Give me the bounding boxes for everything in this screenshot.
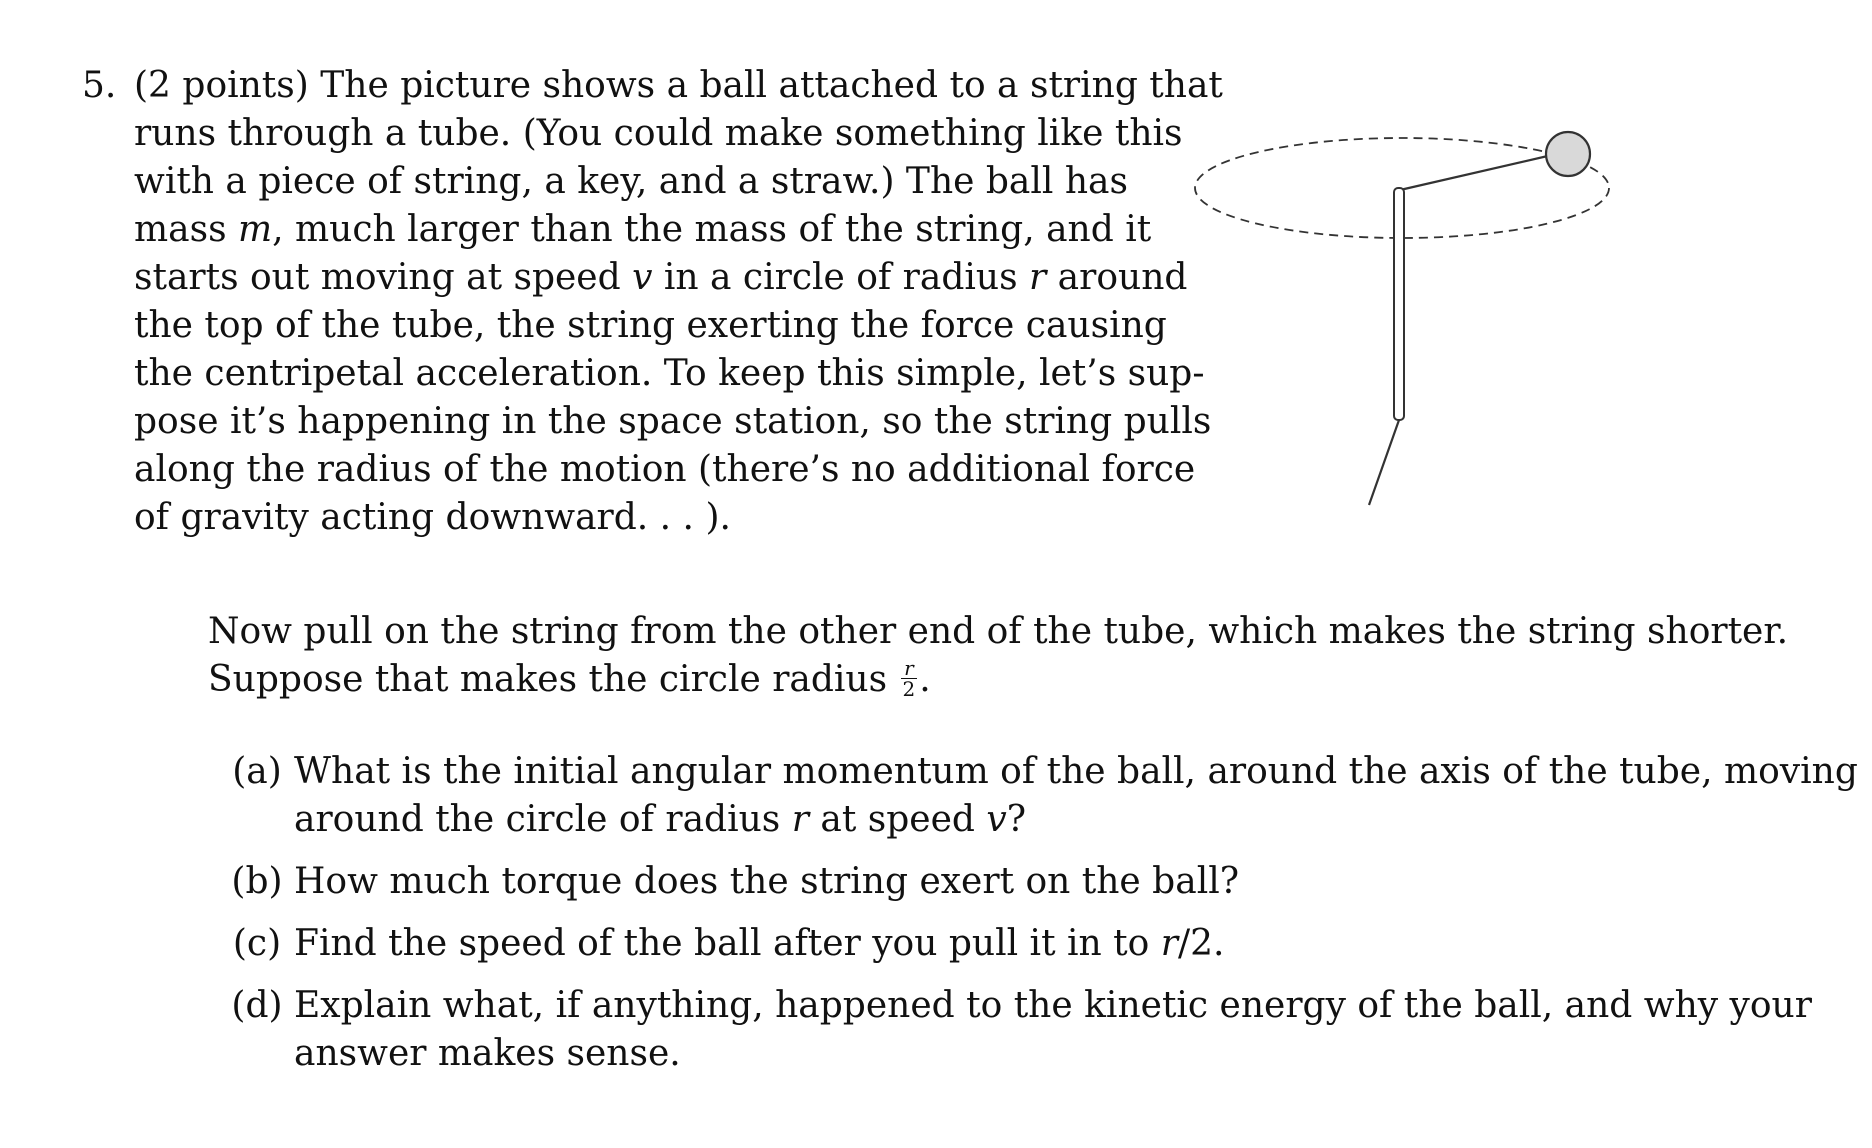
intro-text [208, 608, 1789, 704]
string-to-ball [1400, 155, 1552, 190]
problem-line-8: pose it’s happening in the space station, so the string pulls [134, 401, 1212, 442]
problem-text [134, 62, 1223, 542]
problem-line-5-post: around [1046, 257, 1188, 298]
part-a-line-2-mid: at speed [808, 799, 987, 840]
fraction-denominator: 2 [902, 676, 916, 701]
problem-line-9: along the radius of the motion (there’s no additional force [134, 449, 1196, 490]
part-c-post: /2. [1177, 923, 1225, 964]
problem-line-4-post: , much larger than the mass of the string, and it [272, 209, 1152, 250]
part-c-pre: Find the speed of the ball after you pull it in to [294, 923, 1161, 964]
radius-fraction [901, 655, 918, 701]
problem-line-5-pre: starts out moving at speed [134, 257, 633, 298]
part-d-label: (d) [231, 985, 283, 1026]
part-b-body [294, 858, 1768, 906]
part-c-radius-variable: r [1160, 923, 1178, 964]
part-a-line-2 [294, 796, 1768, 844]
problem-line-4 [134, 206, 1152, 254]
problem-line-3: with a piece of string, a key, and a straw.) The ball has [134, 161, 1128, 202]
intro-line-2 [208, 656, 1768, 704]
problem-line-1-text: The picture shows a ball attached to a string that [320, 65, 1223, 106]
part-a-speed-variable: v [986, 799, 1007, 840]
part-a [222, 748, 1858, 844]
problem-number: 5. [82, 65, 117, 106]
problem-statement [82, 62, 1223, 542]
part-a-line-2-pre: around the circle of radius [294, 799, 792, 840]
part-b [222, 858, 1768, 906]
part-d-line-1: Explain what, if anything, happened to the kinetic energy of the ball, and why your [294, 985, 1812, 1026]
intro-line-1: Now pull on the string from the other end of the tube, which makes the string shorter. [208, 611, 1789, 652]
radius-variable: r [1029, 257, 1047, 298]
string-bottom [1369, 420, 1399, 505]
problem-line-4-pre: mass [134, 209, 238, 250]
part-d [222, 982, 1812, 1078]
part-d-body [294, 982, 1812, 1078]
part-a-radius-variable: r [791, 799, 809, 840]
problem-line-5-mid: in a circle of radius [652, 257, 1030, 298]
problem-line-2: runs through a tube. (You could make something like this [134, 113, 1183, 154]
part-d-line-2: answer makes sense. [294, 1033, 681, 1074]
part-a-line-2-post: ? [1006, 799, 1027, 840]
ball-tube-figure [1180, 120, 1620, 515]
fraction-numerator: r [901, 658, 918, 679]
sub-questions [222, 748, 1858, 1078]
problem-line-6: the top of the tube, the string exerting the force causing [134, 305, 1167, 346]
problem-line-1 [134, 62, 1223, 110]
problem-line-5 [134, 254, 1188, 302]
ball [1546, 132, 1590, 176]
problem-line-10: of gravity acting downward. . . ). [134, 497, 731, 538]
part-c-label: (c) [232, 923, 282, 964]
part-c [222, 920, 1768, 968]
intro-line-2-post: . [919, 659, 931, 700]
part-c-body [294, 920, 1768, 968]
intro-line-2-pre: Suppose that makes the circle radius [208, 659, 899, 700]
part-c-text [294, 920, 1768, 968]
problem-points: (2 points) [134, 65, 309, 106]
mass-variable: m [238, 209, 273, 250]
part-a-body [294, 748, 1858, 844]
tube [1394, 188, 1404, 420]
part-a-line-1: What is the initial angular momentum of the ball, around the axis of the tube, moving [294, 751, 1858, 792]
part-a-label: (a) [232, 751, 282, 792]
part-b-label: (b) [231, 861, 283, 902]
speed-variable: v [632, 257, 653, 298]
part-b-text: How much torque does the string exert on the ball? [294, 861, 1240, 902]
problem-line-7: the centripetal acceleration. To keep this simple, let’s sup- [134, 353, 1205, 394]
